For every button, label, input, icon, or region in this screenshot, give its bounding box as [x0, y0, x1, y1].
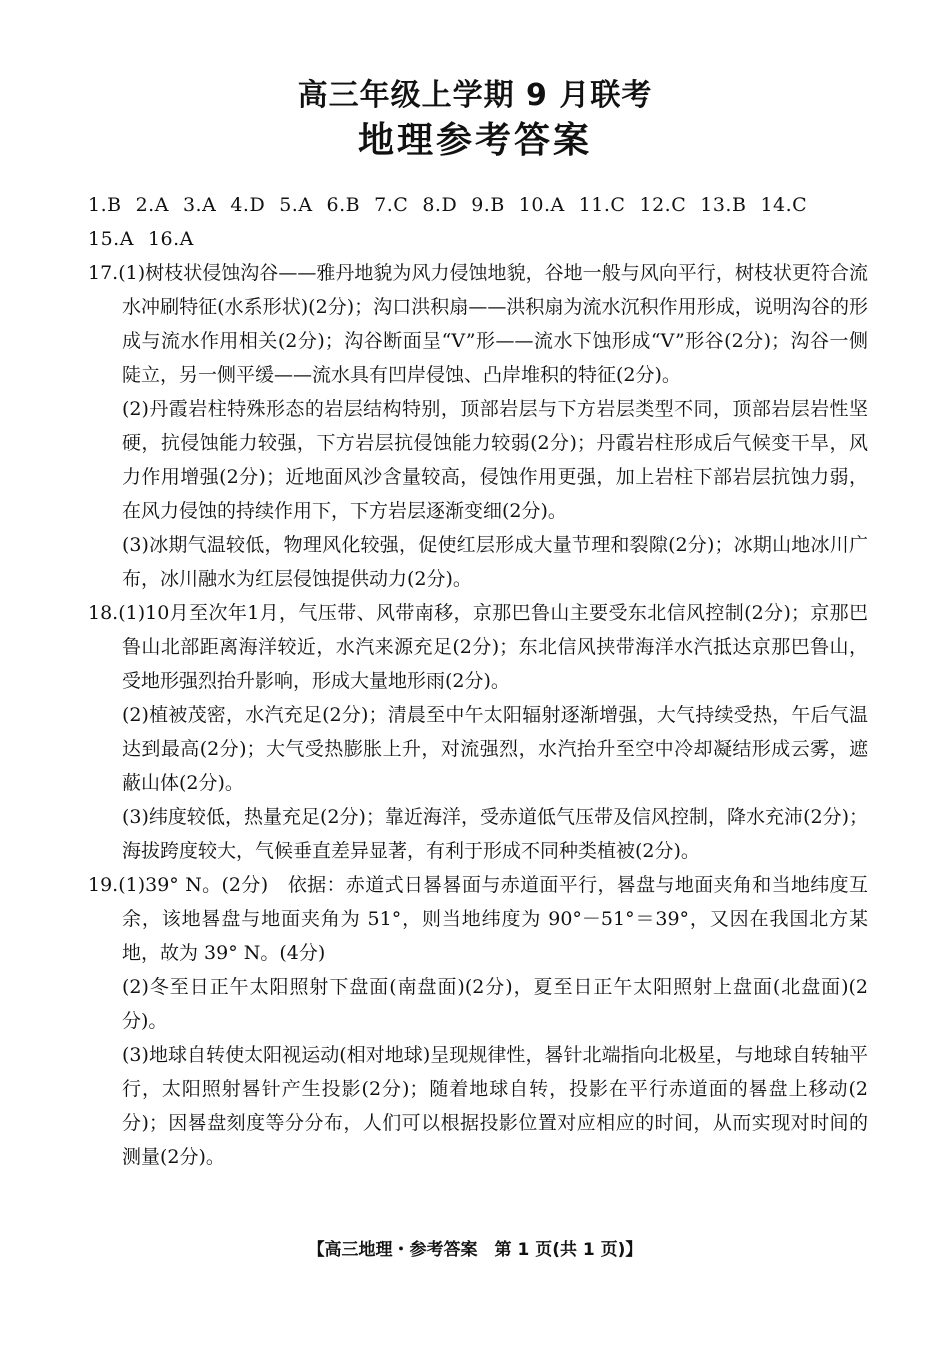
page-footer: 【高三地理・参考答案 第 1 页(共 1 页)】 — [307, 1240, 643, 1260]
choice-answer: 1.B — [88, 194, 122, 216]
choice-answer: 16.A — [147, 228, 194, 250]
question-19 — [88, 868, 868, 1174]
question-18 — [88, 596, 868, 868]
question-17-part-1: 17.(1)树枝状侵蚀沟谷——雅丹地貌为风力侵蚀地貌，谷地一般与风向平行，树枝状更符合流水冲刷特征(水系形状)(2分)；沟口洪积扇——洪积扇为流水沉积作用形成，说明沟谷的形成与流水作用相关(2分)；沟谷断面呈“V”形——流水下蚀形成“V”形谷(2分)；沟谷一侧陡立，另一侧平缓——流水具有凹岸侵蚀、凸岸堆积的特征(2分)。 — [88, 262, 868, 386]
question-18-part-2: (2)植被茂密，水汽充足(2分)；清晨至中午太阳辐射逐渐增强，大气持续受热，午后气温达到最高(2分)；大气受热膨胀上升，对流强烈，水汽抬升至空中冷却凝结形成云雾，遮蔽山体(2分)。 — [122, 704, 868, 794]
choice-answer: 15.A — [88, 228, 134, 250]
answer-content — [88, 188, 868, 1174]
choice-answer: 12.C — [639, 194, 687, 216]
question-19-part-2: (2)冬至日正午太阳照射下盘面(南盘面)(2分)，夏至日正午太阳照射上盘面(北盘面)(2分)。 — [122, 976, 868, 1032]
choice-answer: 8.D — [422, 194, 458, 216]
choice-answer: 11.C — [578, 194, 626, 216]
choice-answer: 10.A — [518, 194, 565, 216]
question-19-part-3: (3)地球自转使太阳视运动(相对地球)呈现规律性，晷针北端指向北极星，与地球自转轴平行，太阳照射晷针产生投影(2分)；随着地球自转，投影在平行赤道面的晷盘上移动(2分)；因晷盘刻度等分分布，人们可以根据投影位置对应相应的时间，从而实现对时间的测量(2分)。 — [122, 1044, 868, 1168]
question-18-part-3: (3)纬度较低，热量充足(2分)；靠近海洋，受赤道低气压带及信风控制，降水充沛(2分)；海拔跨度较大，气候垂直差异显著，有利于形成不同种类植被(2分)。 — [122, 806, 868, 862]
choice-answers-row-1 — [88, 188, 868, 222]
question-18-part-1: 18.(1)10月至次年1月，气压带、风带南移，京那巴鲁山主要受东北信风控制(2分)；京那巴鲁山北部距离海洋较近，水汽来源充足(2分)；东北信风挟带海洋水汽抵达京那巴鲁山，受地形强烈抬升影响，形成大量地形雨(2分)。 — [88, 602, 868, 692]
choice-answer: 13.B — [700, 194, 747, 216]
question-19-part-1: 19.(1)39° N。(2分) 依据：赤道式日晷晷面与赤道面平行，晷盘与地面夹角和当地纬度互余，该地晷盘与地面夹角为 51°，则当地纬度为 90°－51°＝39°，又因在我国北方某地，故为 39° N。(4分) — [88, 874, 868, 964]
choice-answer: 2.A — [135, 194, 169, 216]
choice-answers-row-2 — [88, 222, 868, 256]
choice-answer: 14.C — [760, 194, 808, 216]
question-17-part-2: (2)丹霞岩柱特殊形态的岩层结构特别，顶部岩层与下方岩层类型不同，顶部岩层岩性坚硬，抗侵蚀能力较强，下方岩层抗侵蚀能力较弱(2分)；丹霞岩柱形成后气候变干旱，风力作用增强(2分)；近地面风沙含量较高，侵蚀作用更强，加上岩柱下部岩层抗蚀力弱，在风力侵蚀的持续作用下，下方岩层逐渐变细(2分)。 — [122, 398, 868, 522]
exam-title: 高三年级上学期 9 月联考 — [297, 78, 653, 113]
choice-answer: 4.D — [230, 194, 266, 216]
choice-answer: 3.A — [182, 194, 217, 216]
document-title: 地理参考答案 — [357, 120, 592, 161]
question-17-part-3: (3)冰期气温较低，物理风化较强，促使红层形成大量节理和裂隙(2分)；冰期山地冰川广布，冰川融水为红层侵蚀提供动力(2分)。 — [122, 534, 868, 590]
choice-answer: 6.B — [326, 194, 361, 216]
choice-answer: 9.B — [471, 194, 505, 216]
choice-answer: 7.C — [374, 194, 409, 216]
question-17 — [88, 256, 868, 596]
choice-answer: 5.A — [279, 194, 313, 216]
